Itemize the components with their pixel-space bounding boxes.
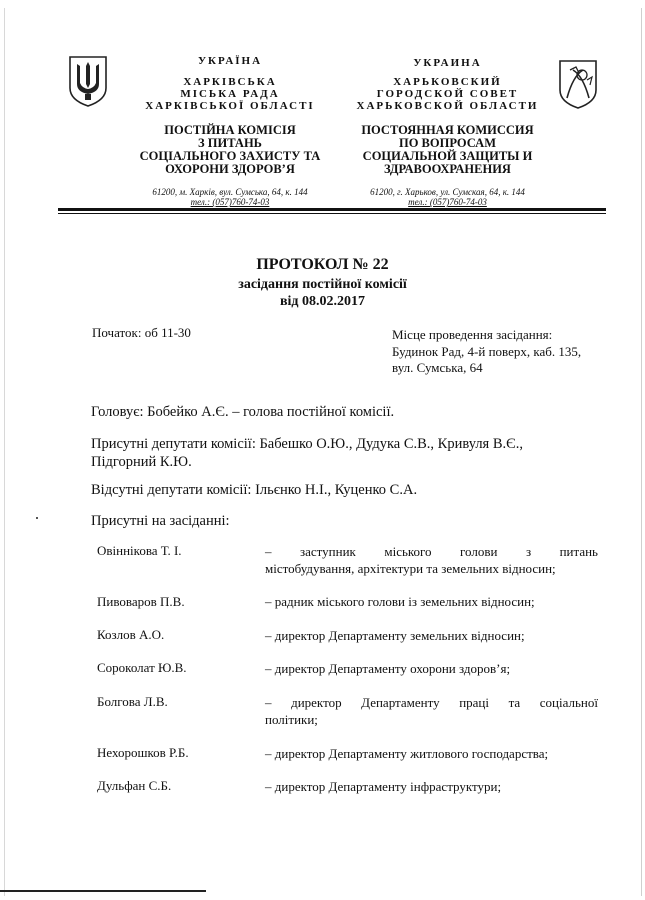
header-left-commission-line: З ПИТАНЬ bbox=[198, 136, 262, 150]
header-right-commission-line: СОЦИАЛЬНОЙ ЗАЩИТЫ И bbox=[362, 149, 533, 163]
header-right-country: УКРАИНА bbox=[413, 57, 482, 69]
attendees-heading: Присутні на засіданні: bbox=[91, 513, 230, 529]
attendee-role: – директор Департаменту охорони здоров’я; bbox=[265, 661, 511, 676]
header-left-phone: тел.: (057)760-74-03 bbox=[190, 197, 270, 207]
header-right-commission-line: ПО ВОПРОСАМ bbox=[398, 136, 497, 150]
attendee-role: – директор Департаменту інфраструктури; bbox=[265, 779, 502, 794]
meeting-venue-label: Місце проведення засідання: bbox=[392, 327, 553, 342]
header-right-council-line: ХАРЬКОВСКИЙ bbox=[393, 76, 502, 88]
header-left-country: УКРАЇНА bbox=[197, 55, 263, 67]
absent-deputies-paragraph: Відсутні депутати комісії: Ільєнко Н.І., Куценко С.А. bbox=[91, 482, 418, 498]
scan-speck bbox=[36, 517, 38, 519]
attendee-role: – директор Департаменту земельних відносин; bbox=[265, 628, 525, 643]
attendee-role: – заступник міського голови з питань bbox=[265, 544, 598, 559]
meeting-venue-line: вул. Сумська, 64 bbox=[392, 360, 483, 375]
header-left-council-line: ХАРКІВСЬКОЇ ОБЛАСТІ bbox=[145, 100, 315, 112]
attendee-role-continued: містобудування, архітектури та земельних відносин; bbox=[265, 561, 556, 576]
header-left-council-line: ХАРКІВСЬКА bbox=[183, 76, 277, 88]
attendee-role: – директор Департаменту праці та соціальної bbox=[265, 695, 598, 710]
attendee-name: Сороколат Ю.В. bbox=[97, 660, 187, 675]
attendee-name: Дульфан С.Б. bbox=[97, 778, 172, 793]
header-left-commission-line: ОХОРОНИ ЗДОРОВ’Я bbox=[165, 162, 295, 176]
attendee-name: Пивоваров П.В. bbox=[97, 594, 185, 609]
header-left-council-line: МІСЬКА РАДА bbox=[180, 88, 280, 100]
header-left-address: 61200, м. Харків, вул. Сумська, 64, к. 144 bbox=[152, 187, 308, 197]
attendee-role: – директор Департаменту житлового господарства; bbox=[265, 746, 549, 761]
attendee-role: – радник міського голови із земельних відносин; bbox=[265, 594, 535, 609]
present-deputies-continued: Підгорний К.Ю. bbox=[91, 454, 192, 470]
kharkiv-city-coat-of-arms-icon bbox=[557, 58, 599, 110]
header-right-commission-line: ПОСТОЯННАЯ КОМИССИЯ bbox=[361, 123, 534, 137]
attendee-name: Нехорошков Р.Б. bbox=[97, 745, 189, 760]
protocol-title: ПРОТОКОЛ № 22 bbox=[256, 256, 389, 273]
protocol-date: від 08.02.2017 bbox=[279, 294, 366, 309]
footer-scan-line bbox=[0, 890, 206, 892]
header-divider-thick bbox=[58, 208, 606, 211]
present-deputies-paragraph: Присутні депутати комісії: Бабешко О.Ю., Дудука С.В., Кривуля В.Є., bbox=[91, 436, 523, 452]
attendee-name: Овіннікова Т. І. bbox=[97, 543, 182, 558]
trident-coat-of-arms-icon bbox=[66, 54, 110, 108]
chair-paragraph: Головує: Бобейко А.Є. – голова постійної комісії. bbox=[91, 404, 395, 420]
attendee-name: Болгова Л.В. bbox=[97, 694, 168, 709]
protocol-subtitle: засідання постійної комісії bbox=[238, 277, 407, 292]
meeting-start-time: Початок: об 11-30 bbox=[92, 325, 191, 340]
header-right-address: 61200, г. Харьков, ул. Сумская, 64, к. 144 bbox=[370, 187, 525, 197]
header-divider-thin bbox=[58, 213, 606, 214]
header-right-phone: тел.: (057)760-74-03 bbox=[408, 197, 487, 207]
meeting-venue-line: Будинок Рад, 4-й поверх, каб. 135, bbox=[392, 344, 582, 359]
header-right-council-line: ХАРЬКОВСКОЙ ОБЛАСТИ bbox=[356, 100, 539, 112]
header-right-council-line: ГОРОДСКОЙ СОВЕТ bbox=[376, 88, 519, 100]
header-left-commission-line: СОЦІАЛЬНОГО ЗАХИСТУ ТА bbox=[139, 149, 321, 163]
attendee-name: Козлов А.О. bbox=[97, 627, 165, 642]
header-right-commission-line: ЗДРАВООХРАНЕНИЯ bbox=[384, 162, 511, 176]
header-left-commission-line: ПОСТІЙНА КОМІСІЯ bbox=[164, 123, 296, 137]
attendee-role-continued: політики; bbox=[265, 712, 318, 727]
